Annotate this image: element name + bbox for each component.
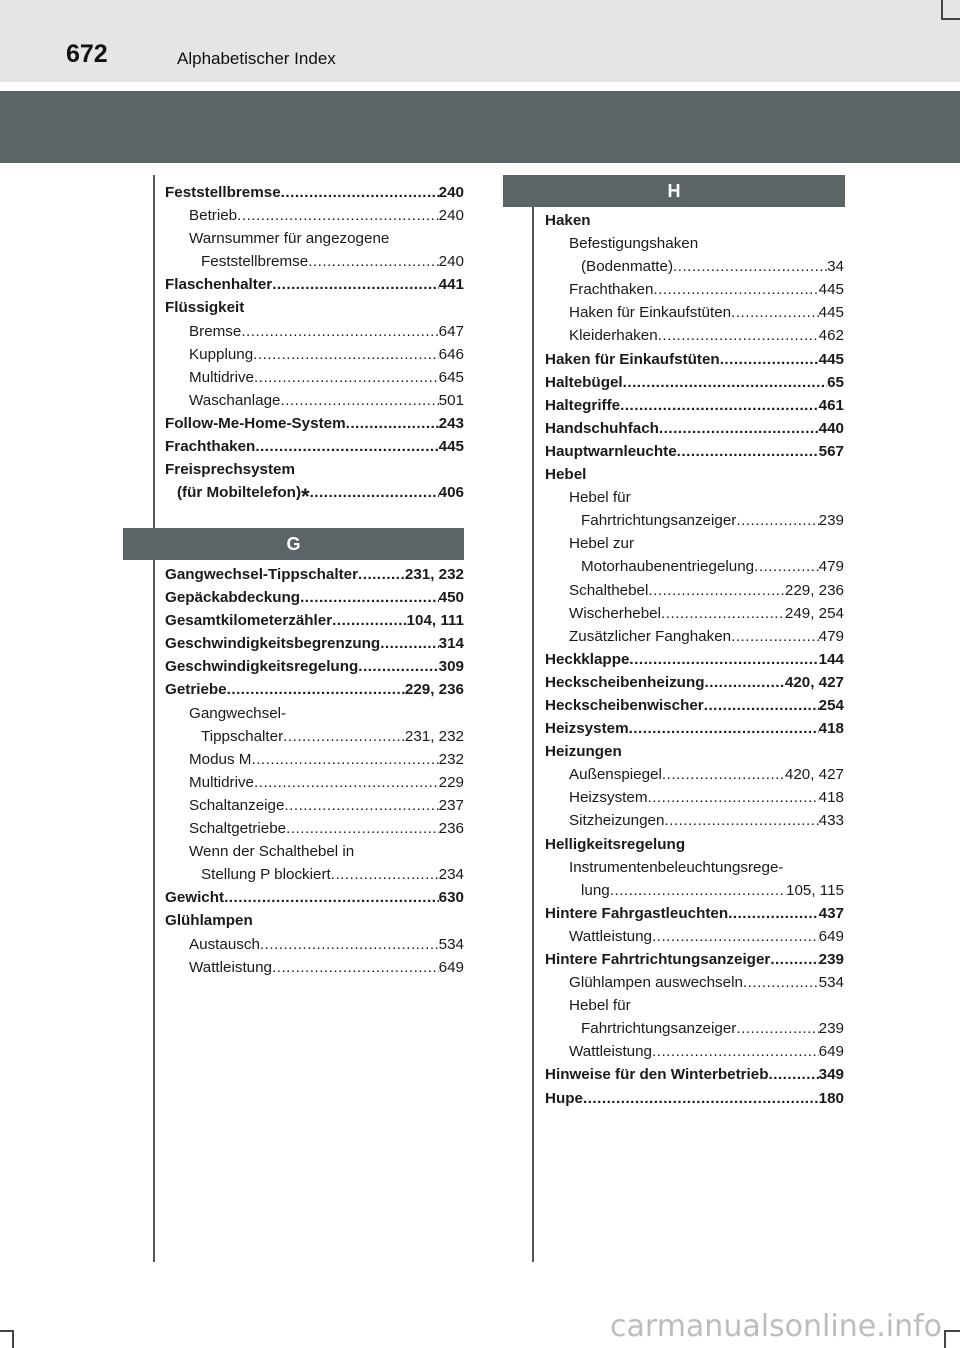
index-entry — [165, 609, 464, 632]
entry-term: Wattleistung — [569, 927, 653, 945]
dot-leader — [720, 348, 819, 371]
entry-page: 534 — [818, 974, 844, 992]
entry-term: Frachthaken — [165, 438, 256, 456]
index-entry — [545, 671, 844, 694]
dot-leader — [704, 694, 819, 717]
dot-leader — [310, 481, 439, 504]
entry-term: Gepäckabdeckung — [165, 589, 301, 607]
dot-leader — [629, 717, 819, 740]
index-entry — [545, 394, 844, 417]
entry-page: 229, 236 — [784, 581, 844, 599]
index-entry — [545, 902, 844, 925]
index-entry — [165, 481, 464, 510]
header-bar — [0, 0, 960, 82]
index-entry — [545, 648, 844, 671]
entry-page: 229 — [438, 773, 464, 791]
entry-page: 104, 111 — [406, 612, 464, 630]
entry-page: 239 — [818, 951, 844, 968]
entry-page: 349 — [818, 1066, 844, 1084]
entry-term: Hebel zur — [569, 535, 634, 553]
entry-page: 461 — [818, 396, 844, 414]
index-entry — [165, 366, 464, 389]
entry-term: Schaltanzeige — [189, 796, 285, 814]
index-entry — [545, 1040, 844, 1063]
index-entry — [165, 655, 464, 678]
index-entry — [545, 532, 844, 555]
index-entry — [545, 463, 844, 486]
dot-leader — [332, 609, 406, 632]
dot-leader — [251, 748, 438, 771]
entry-term: Gangwechsel- — [189, 704, 287, 722]
entry-page: 445 — [818, 304, 844, 322]
section-header-h — [503, 175, 845, 207]
entry-page: 240 — [438, 207, 464, 225]
dot-leader — [331, 863, 439, 886]
entry-term: Heizungen — [545, 743, 622, 761]
index-entry — [165, 204, 464, 227]
dot-leader — [664, 809, 818, 832]
entry-term: lung — [581, 881, 610, 899]
index-entry — [545, 1063, 844, 1086]
dot-leader — [358, 655, 438, 678]
entry-term: Modus M — [189, 750, 252, 768]
index-entry — [545, 971, 844, 994]
entry-page: 445 — [818, 281, 844, 299]
header-band — [0, 91, 960, 163]
dot-leader — [620, 394, 819, 417]
dot-leader — [662, 763, 785, 786]
dot-leader — [260, 933, 439, 956]
index-entry — [545, 879, 844, 902]
section-letter-g: G — [286, 533, 301, 554]
column-divider-right — [532, 175, 534, 1262]
entry-page: 239 — [818, 512, 844, 530]
dot-leader — [770, 948, 818, 971]
dot-leader — [254, 771, 439, 794]
dot-leader — [286, 817, 439, 840]
entry-term: Heckscheibenwischer — [545, 696, 704, 714]
index-entry — [545, 255, 844, 278]
dot-leader — [272, 956, 439, 979]
dot-leader — [380, 632, 438, 655]
entry-term: Wattleistung — [569, 1043, 653, 1061]
dot-leader — [673, 255, 827, 278]
index-entry — [165, 702, 464, 725]
crop-mark — [0, 1330, 14, 1332]
dot-leader — [308, 250, 438, 273]
entry-term: Haltegriffe — [545, 396, 621, 414]
entry-term: Austausch — [189, 935, 260, 953]
index-entry — [545, 625, 844, 648]
dot-leader — [653, 278, 818, 301]
entry-page: 649 — [818, 927, 844, 945]
entry-term: (für Mobiltelefon) — [177, 484, 302, 502]
entry-term: Hintere Fahrtrichtungsanzeiger — [545, 951, 771, 968]
entry-term: Haltebügel — [545, 373, 623, 391]
entry-term: Wattleistung — [189, 958, 273, 976]
index-entry — [545, 440, 844, 463]
entry-term: Geschwindigkeitsbegrenzung — [165, 635, 381, 653]
index-entry — [545, 763, 844, 786]
dot-leader — [659, 417, 819, 440]
index-entry — [545, 717, 844, 740]
index-entry — [545, 786, 844, 809]
entry-term: Frachthaken — [569, 281, 654, 299]
index-entry — [165, 794, 464, 817]
index-column-f — [165, 181, 464, 510]
dot-leader — [754, 555, 819, 578]
index-entry — [545, 833, 844, 856]
entry-term: Hebel für — [569, 489, 631, 507]
entry-term: Multidrive — [189, 368, 254, 386]
index-entry — [165, 909, 464, 932]
entry-term: Betrieb — [189, 207, 238, 225]
index-entry — [545, 371, 844, 394]
entry-term: Multidrive — [189, 773, 254, 791]
dot-leader — [358, 563, 405, 586]
index-entry — [545, 486, 844, 509]
index-entry — [545, 948, 844, 971]
index-entry — [165, 389, 464, 412]
entry-term: (Bodenmatte) — [581, 258, 674, 276]
dot-leader — [254, 366, 439, 389]
index-entry — [545, 809, 844, 832]
dot-leader — [237, 204, 439, 227]
entry-page: 232 — [438, 750, 464, 768]
entry-term: Handschuhfach — [545, 419, 659, 437]
entry-term: Gewicht — [165, 889, 225, 907]
entry-page: 437 — [818, 904, 844, 922]
index-entry — [165, 933, 464, 956]
index-entry — [165, 956, 464, 979]
entry-page: 249, 254 — [784, 604, 844, 622]
entry-page: 105, 115 — [786, 881, 844, 899]
entry-term: Getriebe — [165, 681, 227, 699]
entry-term: Feststellbremse — [165, 184, 281, 201]
entry-term: Flaschenhalter — [165, 276, 273, 294]
entry-page: 479 — [818, 558, 844, 576]
index-entry — [545, 579, 844, 602]
entry-term: Hupe — [545, 1089, 583, 1107]
entry-page: 418 — [818, 720, 844, 738]
index-entry — [165, 725, 464, 748]
entry-term: Heckscheibenheizung — [545, 673, 705, 691]
entry-term: Glühlampen auswechseln — [569, 974, 743, 992]
entry-term: Sitzheizungen — [569, 812, 665, 830]
dot-leader — [610, 879, 786, 902]
entry-term: Befestigungshaken — [569, 235, 699, 253]
entry-term: Warnsummer für angezogene — [189, 230, 390, 248]
entry-term: Gesamtkilometerzähler — [165, 612, 333, 630]
index-entry — [165, 320, 464, 343]
entry-page: 231, 232 — [404, 727, 464, 745]
dot-leader — [705, 671, 785, 694]
entry-term: Feststellbremse — [201, 253, 309, 271]
dot-leader — [280, 389, 438, 412]
entry-term: Außenspiegel — [569, 766, 662, 784]
entry-page: 236 — [438, 820, 464, 838]
index-entry — [165, 863, 464, 886]
entry-page: 646 — [438, 345, 464, 363]
entry-page: 501 — [438, 391, 464, 409]
dot-leader — [224, 886, 439, 909]
entry-term: Hebel — [545, 466, 587, 484]
entry-page: 34 — [827, 258, 844, 276]
section-letter-h: H — [667, 180, 681, 201]
index-column-g — [165, 563, 464, 979]
entry-page: 649 — [438, 958, 464, 976]
entry-page: 440 — [818, 419, 844, 437]
dot-leader — [736, 1017, 818, 1040]
index-entry — [165, 586, 464, 609]
index-entry — [545, 232, 844, 255]
index-entry — [545, 925, 844, 948]
entry-page: 234 — [438, 866, 464, 884]
dot-leader — [652, 925, 819, 948]
index-entry — [165, 840, 464, 863]
entry-page: 420, 427 — [784, 673, 844, 691]
entry-page: 433 — [818, 812, 844, 830]
dot-leader — [648, 579, 785, 602]
index-entry — [545, 209, 844, 232]
page-title: Alphabetischer Index — [177, 49, 336, 68]
dot-leader — [583, 1087, 819, 1110]
index-entry — [165, 458, 464, 481]
entry-page: 314 — [438, 635, 464, 653]
dot-leader — [731, 625, 819, 648]
watermark: carmanualsonline.info — [610, 1309, 942, 1344]
index-entry — [545, 509, 844, 532]
crop-mark — [944, 1330, 946, 1348]
index-entry — [545, 694, 844, 717]
index-entry — [165, 817, 464, 840]
entry-term: Geschwindigkeitsregelung — [165, 658, 359, 676]
dot-leader — [652, 1040, 819, 1063]
crop-mark — [941, 18, 960, 20]
dot-leader — [281, 181, 439, 204]
footnote-asterisk: * — [301, 484, 310, 510]
index-entry — [165, 678, 464, 701]
entry-term: Flüssigkeit — [165, 299, 245, 317]
dot-leader — [241, 320, 438, 343]
entry-page: 445 — [818, 350, 844, 368]
entry-page: 254 — [818, 696, 844, 714]
entry-page: 649 — [818, 1043, 844, 1061]
dot-leader — [283, 725, 405, 748]
entry-term: Follow-Me-Home-System — [165, 414, 346, 432]
index-entry — [165, 296, 464, 319]
entry-page: 445 — [438, 438, 464, 456]
entry-term: Heizsystem — [545, 720, 629, 738]
entry-term: Zusätzlicher Fanghaken — [569, 627, 732, 645]
dot-leader — [736, 509, 818, 532]
entry-page: 237 — [438, 796, 464, 814]
index-entry — [165, 273, 464, 296]
dot-leader — [255, 435, 438, 458]
entry-page: 418 — [818, 789, 844, 807]
entry-term: Haken für Einkaufstüten — [545, 350, 720, 368]
entry-term: Wischerhebel — [569, 604, 662, 622]
entry-term: Instrumentenbeleuchtungsrege- — [569, 858, 784, 876]
entry-term: Tippschalter — [201, 727, 284, 745]
dot-leader — [272, 273, 438, 296]
index-entry — [165, 563, 464, 586]
index-entry — [545, 324, 844, 347]
dot-leader — [731, 301, 819, 324]
entry-term: Wenn der Schalthebel in — [189, 843, 355, 861]
index-entry — [165, 227, 464, 250]
entry-page: 65 — [827, 373, 844, 391]
entry-term: Schalthebel — [569, 581, 649, 599]
entry-term: Hintere Fahrgastleuchten — [545, 904, 729, 922]
index-entry — [165, 886, 464, 909]
entry-page: 309 — [438, 658, 464, 676]
dot-leader — [769, 1063, 819, 1086]
index-column-h — [545, 209, 844, 1110]
entry-page: 229, 236 — [404, 681, 464, 699]
index-entry — [165, 748, 464, 771]
entry-page: 567 — [818, 442, 844, 460]
entry-term: Hauptwarnleuchte — [545, 442, 677, 460]
entry-term: Haken — [545, 212, 591, 229]
dot-leader — [728, 902, 819, 925]
page-number: 672 — [66, 40, 108, 68]
dot-leader — [227, 678, 405, 701]
dot-leader — [647, 786, 818, 809]
index-entry — [165, 250, 464, 273]
crop-mark — [944, 1330, 960, 1332]
index-entry — [545, 1017, 844, 1040]
entry-term: Kupplung — [189, 345, 254, 363]
entry-page: 144 — [818, 650, 844, 668]
entry-term: Heizsystem — [569, 789, 648, 807]
dot-leader — [284, 794, 438, 817]
entry-page: 406 — [438, 484, 464, 502]
entry-term: Fahrtrichtungsanzeiger — [581, 1020, 737, 1038]
index-entry — [545, 278, 844, 301]
entry-term: Heckklappe — [545, 650, 630, 668]
crop-mark — [12, 1330, 14, 1348]
entry-page: 479 — [818, 627, 844, 645]
entry-term: Motorhaubenentriegelung — [581, 558, 755, 576]
index-entry — [165, 632, 464, 655]
entry-page: 239 — [818, 1020, 844, 1038]
entry-term: Bremse — [189, 322, 242, 340]
section-header-g — [123, 528, 464, 560]
entry-page: 645 — [438, 368, 464, 386]
index-entry — [165, 435, 464, 458]
entry-term: Kleiderhaken — [569, 327, 658, 345]
dot-leader — [623, 371, 827, 394]
entry-page: 630 — [438, 889, 464, 907]
entry-term: Schaltgetriebe — [189, 820, 287, 838]
entry-page: 534 — [438, 935, 464, 953]
dot-leader — [253, 343, 438, 366]
entry-term: Gangwechsel-Tippschalter — [165, 566, 358, 583]
index-entry — [165, 343, 464, 366]
dot-leader — [629, 648, 818, 671]
index-entry — [545, 417, 844, 440]
entry-page: 180 — [818, 1089, 844, 1107]
entry-term: Haken für Einkaufstüten — [569, 304, 732, 322]
dot-leader — [300, 586, 439, 609]
entry-page: 243 — [438, 414, 464, 432]
entry-term: Waschanlage — [189, 391, 281, 409]
index-entry — [545, 301, 844, 324]
entry-page: 420, 427 — [784, 766, 844, 784]
entry-page: 240 — [438, 184, 464, 201]
entry-term: Stellung P blockiert — [201, 866, 331, 884]
index-entry — [545, 994, 844, 1017]
index-entry — [545, 740, 844, 763]
index-entry — [545, 856, 844, 879]
index-entry — [545, 555, 844, 578]
dot-leader — [661, 602, 785, 625]
dot-leader — [677, 440, 819, 463]
entry-term: Helligkeitsregelung — [545, 835, 686, 853]
dot-leader — [743, 971, 819, 994]
entry-page: 441 — [438, 276, 464, 294]
index-entry — [545, 1087, 844, 1110]
index-entry — [165, 412, 464, 435]
index-entry — [165, 181, 464, 204]
crop-mark — [941, 0, 943, 18]
entry-page: 450 — [438, 589, 464, 607]
entry-term: Glühlampen — [165, 912, 253, 930]
entry-term: Fahrtrichtungsanzeiger — [581, 512, 737, 530]
entry-term: Freisprechsystem — [165, 461, 296, 479]
entry-page: 240 — [438, 253, 464, 271]
dot-leader — [346, 412, 439, 435]
entry-page: 647 — [438, 322, 464, 340]
entry-term: Hebel für — [569, 997, 631, 1015]
entry-term: Hinweise für den Winterbetrieb — [545, 1066, 769, 1084]
index-entry — [545, 602, 844, 625]
index-entry — [165, 771, 464, 794]
entry-page: 231, 232 — [404, 566, 464, 583]
column-divider-left — [153, 175, 155, 1262]
dot-leader — [658, 324, 819, 347]
entry-page: 462 — [818, 327, 844, 345]
index-entry — [545, 348, 844, 371]
